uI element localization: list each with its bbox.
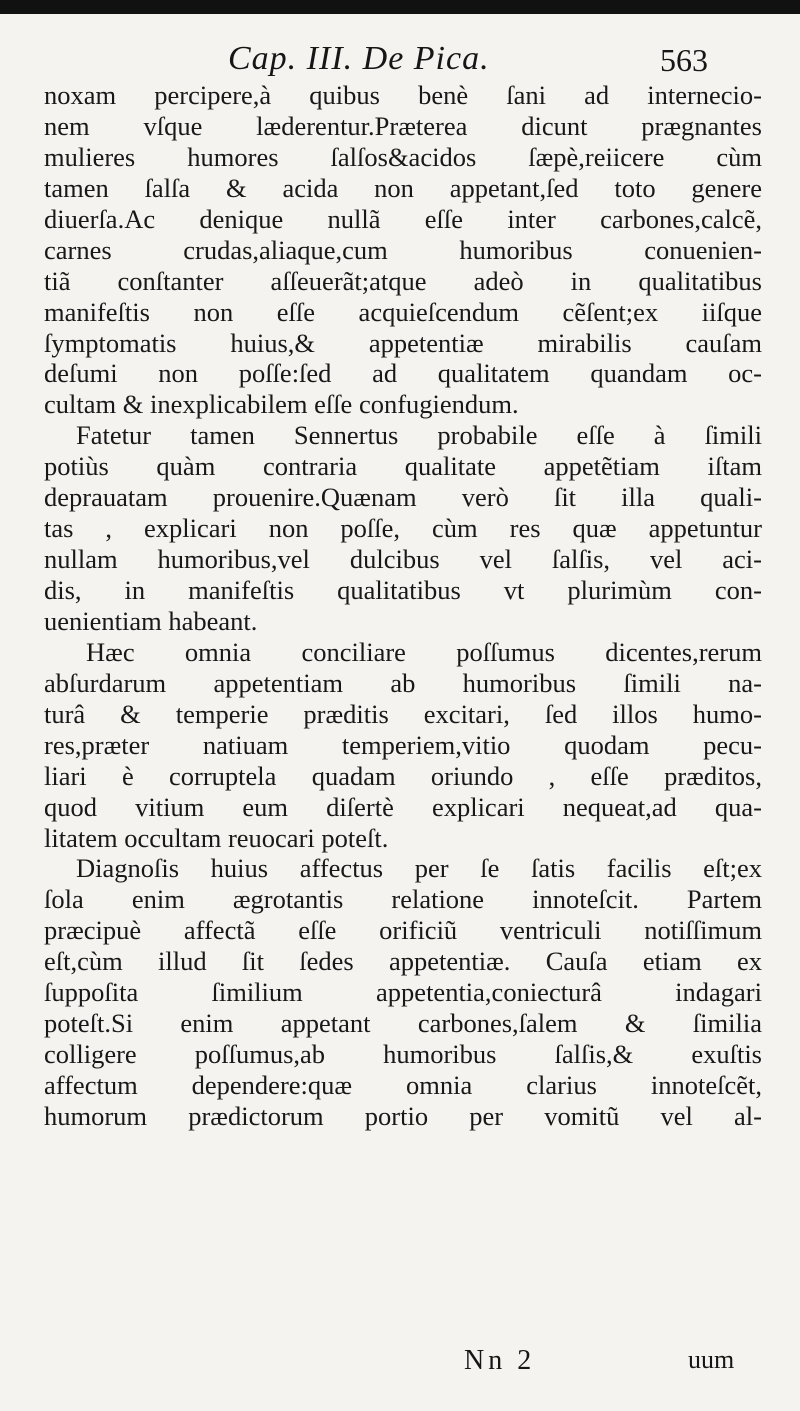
text-line: manifeſtis non eſſe acquieſcendum cẽſent;ex iiſque [44, 296, 762, 327]
text-line: humorum prædictorum portio per vomitũ vel al- [44, 1100, 762, 1131]
text-line: carnes crudas,aliaque,cum humoribus conuenien- [44, 234, 762, 265]
scan-edge [0, 0, 800, 14]
page-number: 563 [660, 42, 708, 78]
running-head: Cap. III. De Pica. [228, 40, 490, 77]
text-line: deprauatam prouenire.Quænam verò ſit illa quali- [44, 482, 762, 513]
text-line: colligere poſſumus,ab humoribus ſalſis,& exuſtis [44, 1039, 762, 1070]
text-line: tiã conſtanter aſſeuerãt;atque adeò in qualitatibus [44, 265, 762, 296]
text-line: nem vſque læderentur.Præterea dicunt prægnantes [44, 110, 762, 141]
text-line: uenientiam habeant. [44, 605, 258, 636]
text-line: tamen ſalſa & acida non appetant,ſed toto genere [44, 172, 762, 203]
text-line: præcipuè affectã eſſe orificiũ ventriculi notiſſimum [44, 915, 762, 946]
text-line: quod vitium eum diſertè explicari nequeat,ad qua- [44, 791, 762, 822]
text-line: affectum dependere:quæ omnia clarius innoteſcẽt, [44, 1070, 762, 1100]
text-line: diuerſa.Ac denique nullã eſſe inter carbones,calcẽ, [44, 203, 762, 234]
text-line: litatem occultam reuocari poteſt. [44, 822, 389, 853]
text-line: Fatetur tamen Sennertus probabile eſſe à ſimili [76, 420, 762, 451]
text-line: noxam percipere,à quibus benè ſani ad internecio- [44, 80, 762, 110]
text-line: Diagnoſis huius affectus per ſe ſatis facilis eſt;ex [76, 853, 762, 884]
catchword: uum [688, 1345, 735, 1374]
text-line: ſuppoſita ſimilium appetentia,coniecturâ indagari [44, 977, 762, 1008]
text-line: liari è corruptela quadam oriundo , eſſe præditos, [44, 760, 762, 791]
text-line: nullam humoribus,vel dulcibus vel ſalſis, vel aci- [44, 544, 762, 575]
text-line: deſumi non poſſe:ſed ad qualitatem quandam oc- [44, 358, 762, 389]
text-line: potiùs quàm contraria qualitate appetẽtiam iſtam [44, 451, 762, 482]
text-line: dis, in manifeſtis qualitatibus vt plurimùm con- [44, 575, 762, 605]
text-line: turâ & temperie præditis excitari, ſed illos humo- [44, 698, 762, 729]
text-line: ſola enim ægrotantis relatione innoteſcit. Partem [44, 884, 762, 915]
text-line: eſt,cùm illud ſit ſedes appetentiæ. Cauſa etiam ex [44, 946, 762, 977]
text-line: poteſt.Si enim appetant carbones,ſalem & ſimilia [44, 1008, 762, 1039]
body-text [44, 80, 762, 1132]
text-line: res,præter natiuam temperiem,vitio quodam pecu- [44, 729, 762, 760]
text-line: Hæc omnia conciliare poſſumus dicentes,rerum [86, 636, 762, 667]
text-line: abſurdarum appetentiam ab humoribus ſimili na- [44, 667, 762, 698]
text-line: tas , explicari non poſſe, cùm res quæ appetuntur [44, 513, 762, 544]
signature-mark: Nn 2 [464, 1345, 536, 1376]
page-footer [0, 1345, 800, 1385]
text-line: ſymptomatis huius,& appetentiæ mirabilis cauſam [44, 327, 762, 358]
text-line: mulieres humores ſalſos&acidos ſæpè,reiicere cùm [44, 141, 762, 172]
text-line: cultam & inexplicabilem eſſe confugiendum. [44, 389, 519, 420]
